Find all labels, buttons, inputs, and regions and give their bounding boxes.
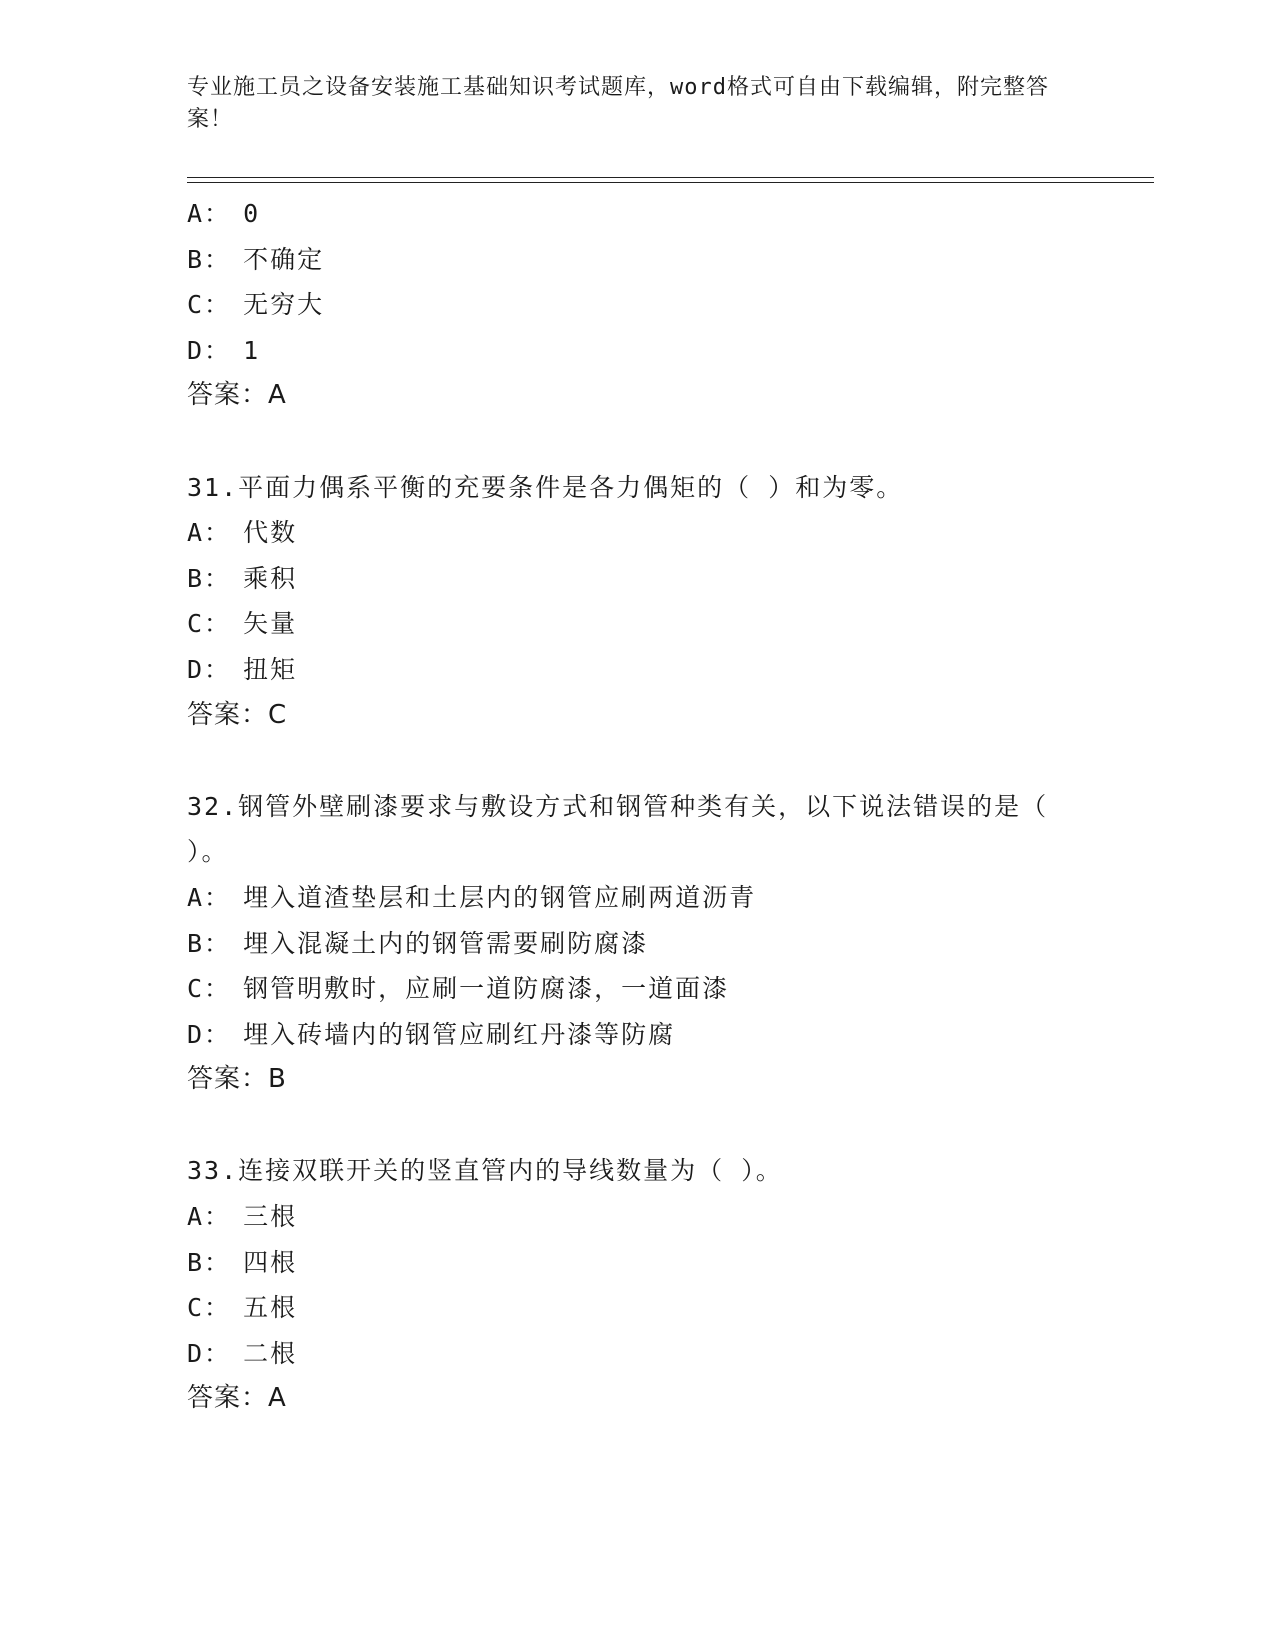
option-text: 无穷大 [243,290,325,320]
option-letter: C： [187,974,232,1004]
option-text: 1 [243,335,261,365]
option-a [187,875,1147,921]
option-text: 0 [243,199,261,228]
answer-label: 答案：A [187,380,287,411]
option-text: 扭矩 [243,654,298,684]
option-c [187,1285,1147,1331]
option-letter: A： [187,1202,232,1232]
option-letter: D： [187,1019,232,1049]
answer-label: 答案：A [187,1383,287,1414]
option-text: 埋入道渣垫层和土层内的钢管应刷两道沥青 [243,882,757,912]
option-a [187,1194,1147,1240]
question-block-33 [187,1148,1147,1422]
option-letter: D： [187,335,232,365]
option-d [187,1012,1147,1058]
option-letter: B： [187,244,232,274]
option-letter: D： [187,1338,232,1368]
option-d [187,1331,1147,1377]
option-text: 五根 [243,1293,298,1323]
question-spacer [187,1103,1147,1149]
header-divider-top [187,177,1154,178]
answer-label: 答案：C [187,699,288,730]
question-spacer [187,419,1147,465]
question-stem: 31.平面力偶系平衡的充要条件是各力偶矩的（ ）和为零。 [187,472,904,502]
question-block-31 [187,465,1147,739]
option-d [187,647,1147,693]
option-letter: B： [187,928,232,958]
option-text: 三根 [243,1202,298,1232]
option-text: 四根 [243,1247,298,1277]
question-block-prev [187,191,1147,419]
option-letter: C： [187,290,232,320]
question-block-32 [187,784,1147,1103]
option-letter: A： [187,518,232,548]
option-letter: B： [187,563,232,593]
answer-label: 答案：B [187,1064,287,1095]
question-list [187,191,1147,1422]
option-letter: B： [187,1247,232,1277]
option-letter: C： [187,1293,232,1323]
option-b [187,556,1147,602]
header-divider-bottom [187,182,1154,183]
option-a [187,191,1147,237]
option-text: 矢量 [243,609,298,639]
option-text: 二根 [243,1338,298,1368]
question-stem: 32.钢管外壁刷漆要求与敷设方式和钢管种类有关，以下说法错误的是（ ）。 [187,791,1049,867]
option-text: 不确定 [243,244,325,274]
option-c [187,601,1147,647]
option-b [187,1240,1147,1286]
option-d [187,328,1147,374]
document-header: 专业施工员之设备安装施工基础知识考试题库，word格式可自由下载编辑，附完整答案！ [187,75,1049,132]
option-c [187,966,1147,1012]
option-c [187,282,1147,328]
option-text: 埋入砖墙内的钢管应刷红丹漆等防腐 [243,1019,676,1049]
option-text: 代数 [243,518,298,548]
option-b [187,921,1147,967]
option-letter: A： [187,882,232,912]
question-spacer [187,738,1147,784]
option-a [187,510,1147,556]
option-text: 钢管明敷时，应刷一道防腐漆，一道面漆 [243,974,730,1004]
option-letter: D： [187,654,232,684]
option-text: 乘积 [243,563,298,593]
option-text: 埋入混凝土内的钢管需要刷防腐漆 [243,928,649,958]
option-b [187,237,1147,283]
option-letter: C： [187,609,232,639]
option-letter: A： [187,199,232,228]
question-stem: 33.连接双联开关的竖直管内的导线数量为（ ）。 [187,1156,783,1186]
